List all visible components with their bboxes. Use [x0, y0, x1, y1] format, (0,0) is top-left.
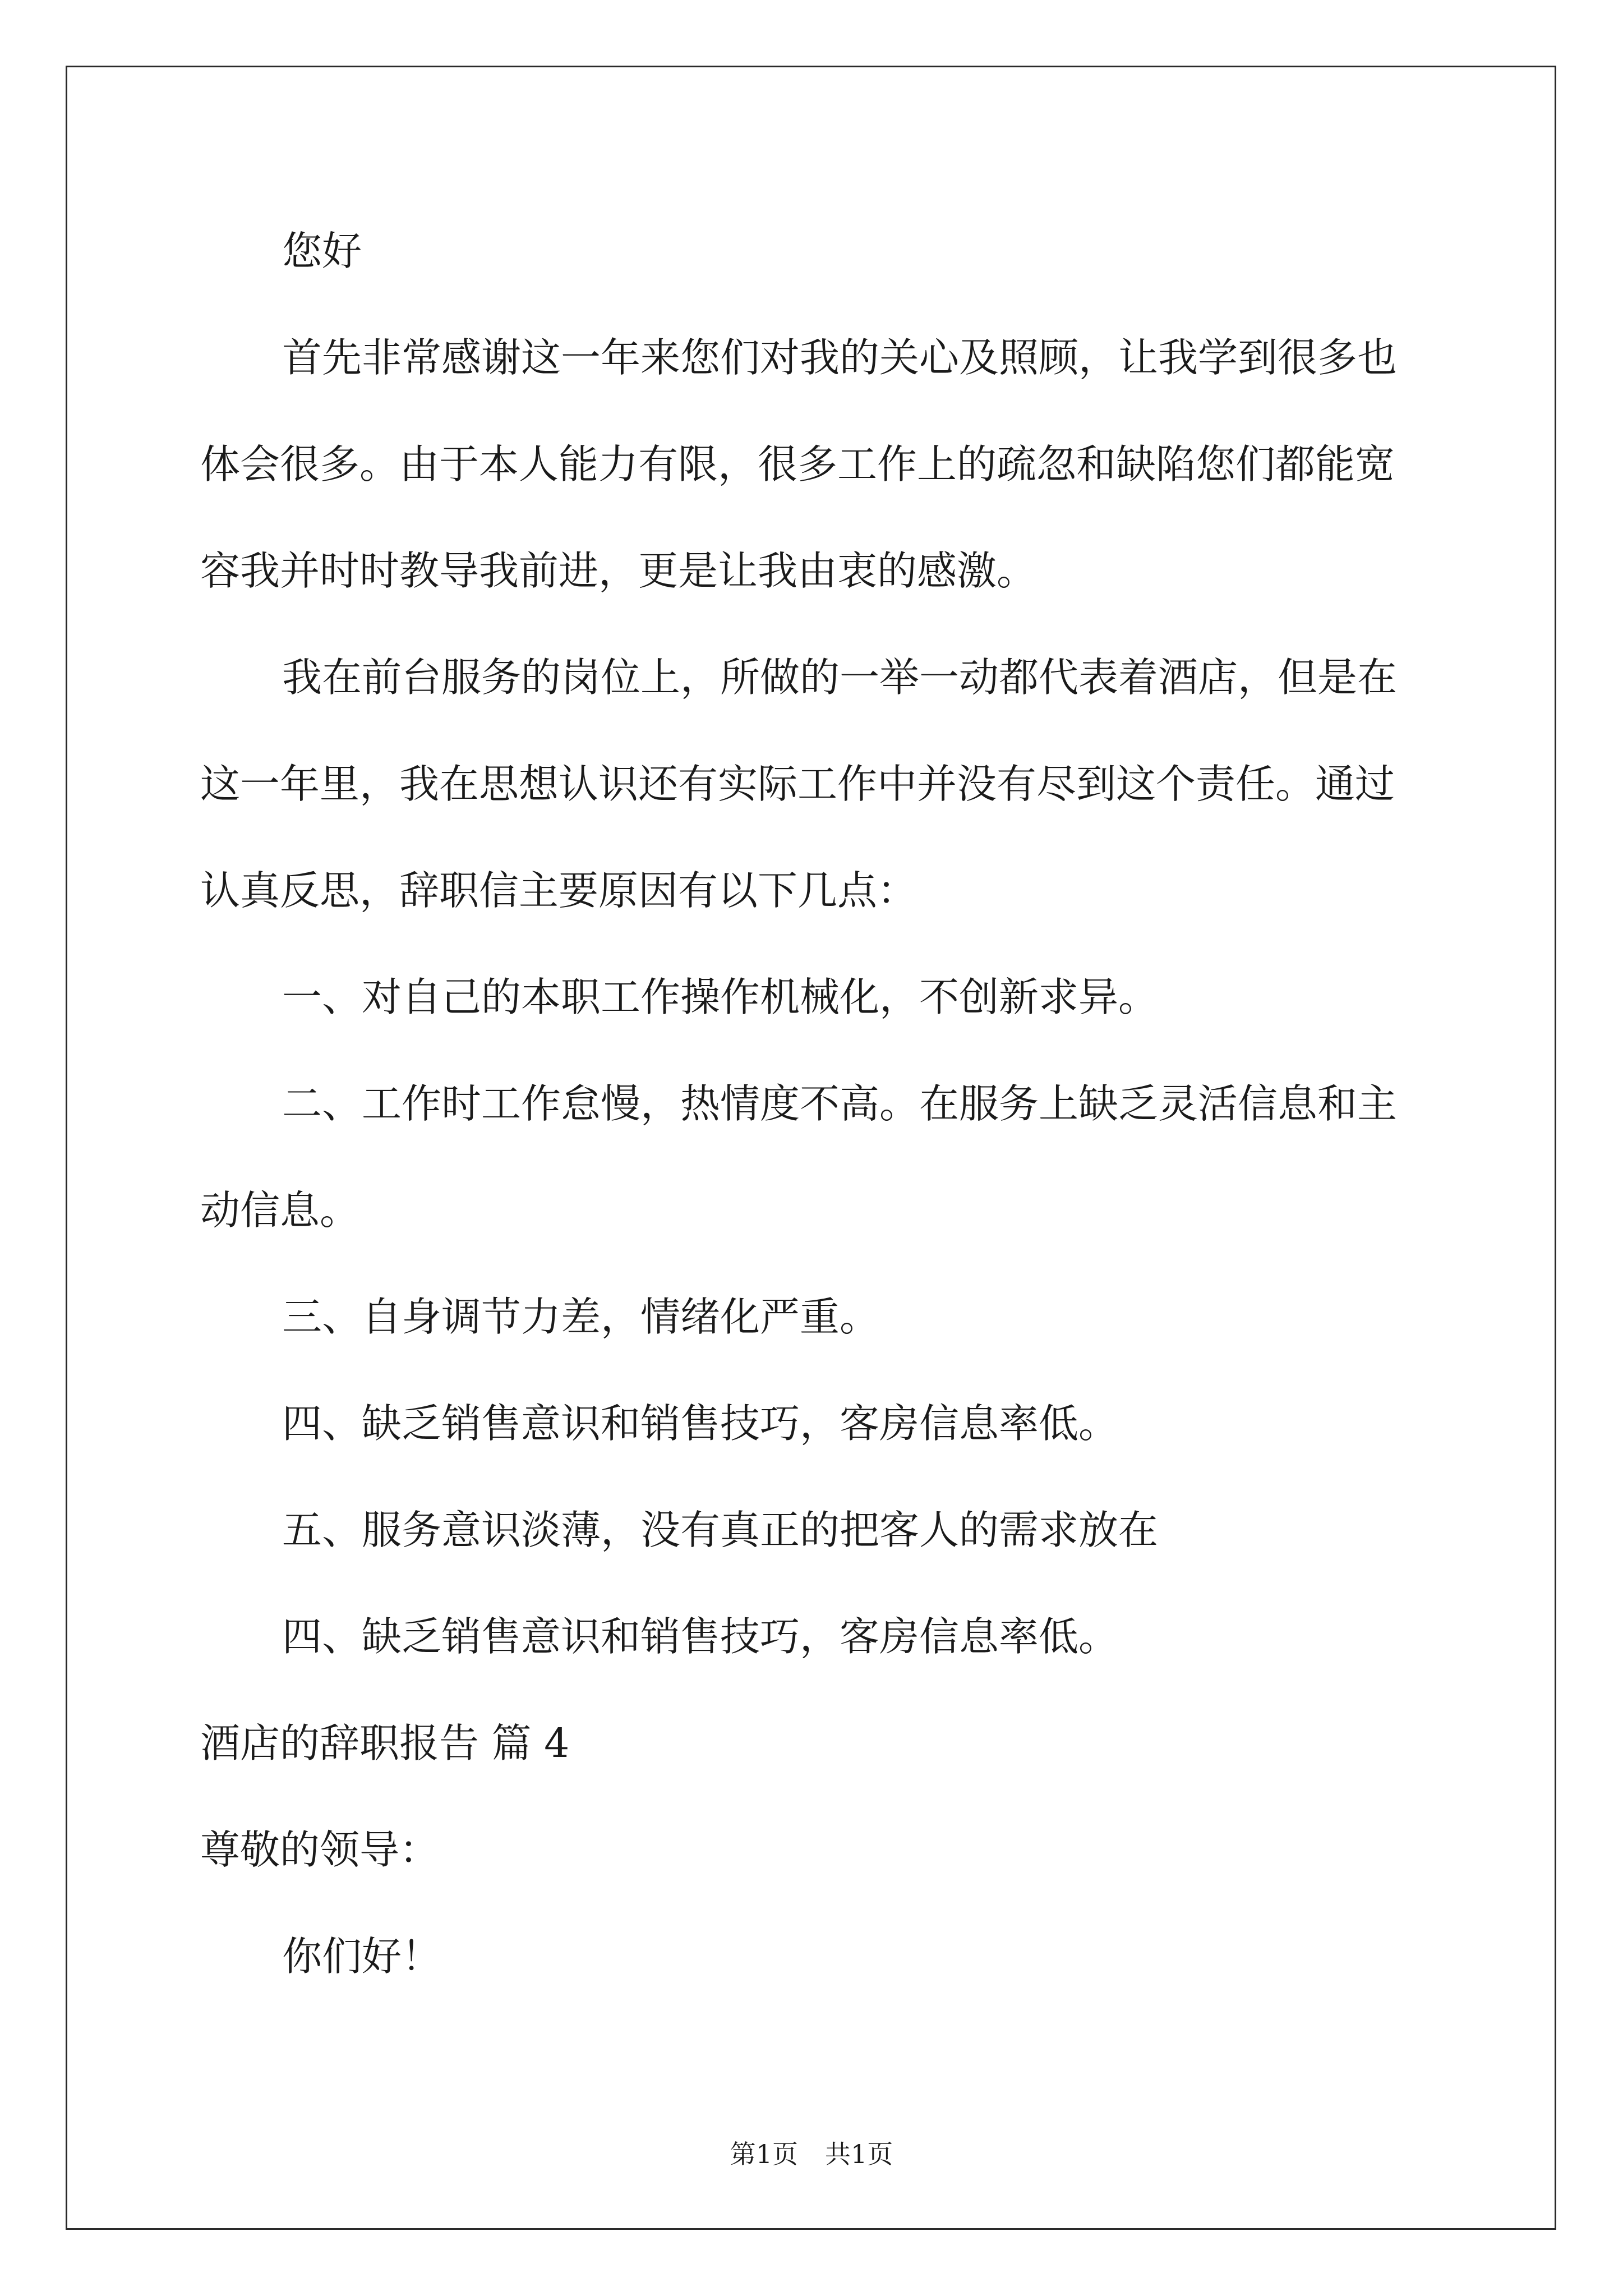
list-item-4-repeat: 四、缺乏销售意识和销售技巧，客房信息率低。 — [282, 1613, 1119, 1660]
salutation-line: 尊敬的领导： — [200, 1826, 440, 1873]
page-number-total: 共1页 — [825, 2139, 893, 2169]
page-footer — [0, 2137, 1623, 2171]
greeting-line-2: 你们好！ — [282, 1933, 442, 1980]
page-number-current: 第1页 — [730, 2139, 798, 2169]
list-item-2-line-2: 动信息。 — [200, 1187, 360, 1234]
list-item-5: 五、服务意识淡薄，没有真正的把客人的需求放在 — [282, 1507, 1159, 1553]
list-item-4: 四、缺乏销售意识和销售技巧，客房信息率低。 — [282, 1400, 1119, 1447]
section-heading: 酒店的辞职报告 篇 4 — [200, 1720, 570, 1766]
greeting-line: 您好 — [282, 228, 362, 274]
paragraph-1-line-2: 体会很多。由于本人能力有限，很多工作上的疏忽和缺陷您们都能宽 — [200, 441, 1395, 487]
paragraph-2-line-3: 认真反思，辞职信主要原因有以下几点： — [200, 867, 917, 914]
paragraph-1-line-3: 容我并时时教导我前进，更是让我由衷的感激。 — [200, 547, 1037, 594]
paragraph-2-line-1: 我在前台服务的岗位上，所做的一举一动都代表着酒店，但是在 — [282, 654, 1398, 701]
page-border — [66, 66, 1556, 2230]
paragraph-2-line-2: 这一年里，我在思想认识还有实际工作中并没有尽到这个责任。通过 — [200, 761, 1395, 807]
list-item-3: 三、自身调节力差，情绪化严重。 — [282, 1294, 880, 1340]
list-item-2-line-1: 二、工作时工作怠慢，热情度不高。在服务上缺乏灵活信息和主 — [282, 1080, 1398, 1127]
list-item-1: 一、对自己的本职工作操作机械化，不创新求异。 — [282, 974, 1159, 1020]
paragraph-1-line-1: 首先非常感谢这一年来您们对我的关心及照顾，让我学到很多也 — [282, 334, 1398, 381]
